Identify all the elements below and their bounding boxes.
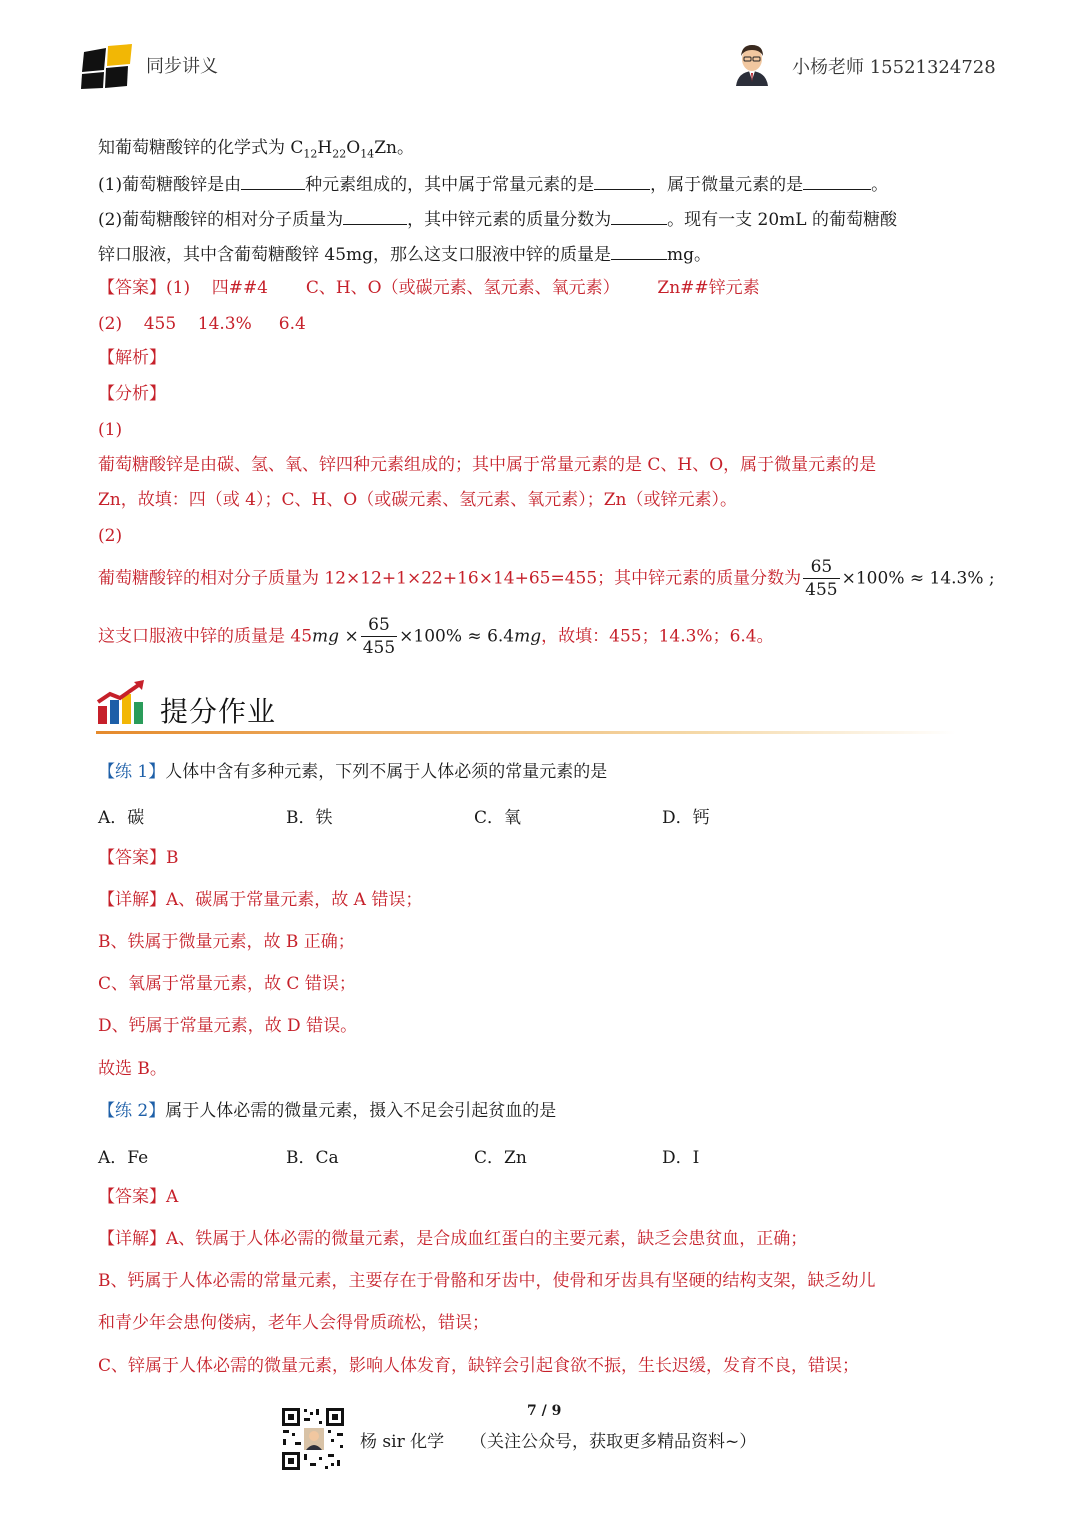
ex1-conclusion: 故选 B。 bbox=[98, 1059, 167, 1079]
analysis-part1-line1: 葡萄糖酸锌是由碳、氢、氧、锌四种元素组成的；其中属于常量元素的是 C、H、O，属于微量元素的是 bbox=[98, 455, 877, 475]
ex1-question: 【练 1】人体中含有多种元素，下列不属于人体必须的常量元素的是 bbox=[98, 762, 608, 782]
ex1-detail-1: 【详解】A、碳属于常量元素，故 A 错误； bbox=[98, 890, 423, 910]
ex1-answer: 【答案】B bbox=[98, 848, 179, 868]
question-2-cont: 锌口服液，其中含葡萄糖酸锌 45mg，那么这支口服液中锌的质量是 mg。 bbox=[98, 241, 711, 267]
ex1-option-a: A．碳 bbox=[98, 808, 145, 828]
ex1-detail-2: B、铁属于微量元素，故 B 正确； bbox=[98, 932, 355, 952]
ex2-question: 【练 2】属于人体必需的微量元素，摄入不足会引起贫血的是 bbox=[98, 1101, 557, 1121]
fraction-2: $\frac{65}{455}$ bbox=[362, 615, 396, 658]
ex1-detail-3: C、氧属于常量元素，故 C 错误； bbox=[98, 974, 356, 994]
answer-1: 【答案】(1) 四##4 C、H、O（或碳元素、氢元素、氧元素） Zn##锌元素 bbox=[98, 278, 760, 298]
footer-channel: 杨 sir 化学 bbox=[360, 1432, 445, 1452]
ex2-detail-1: 【详解】A、铁属于人体必需的微量元素，是合成血红蛋白的主要元素，缺乏会患贫血，正确； bbox=[98, 1229, 808, 1249]
ex2-option-a: A．Fe bbox=[98, 1148, 149, 1168]
ex1-detail-4: D、钙属于常量元素，故 D 错误。 bbox=[98, 1016, 358, 1036]
analysis-part2-label: (2) bbox=[98, 526, 123, 546]
fenxi-label: 【分析】 bbox=[98, 384, 166, 404]
intro-formula: 知葡萄糖酸锌的化学式为 $C_{12}H_{22}O_{14}Zn$。 bbox=[98, 138, 414, 161]
teacher-avatar bbox=[730, 40, 774, 86]
qr-code[interactable] bbox=[280, 1406, 346, 1472]
analysis-part1-label: (1) bbox=[98, 420, 123, 440]
ex1-option-b: B．铁 bbox=[286, 808, 333, 828]
footer-note: （关注公众号，获取更多精品资料~） bbox=[470, 1432, 757, 1452]
jiexi-label: 【解析】 bbox=[98, 348, 166, 368]
ex2-detail-2a: B、钙属于人体必需的常量元素，主要存在于骨骼和牙齿中，使骨和牙齿具有坚硬的结构支架，缺乏幼儿 bbox=[98, 1271, 876, 1291]
question-2: (2)葡萄糖酸锌的相对分子质量为 ，其中锌元素的质量分数为 。现有一支 20mL 的葡萄糖酸 bbox=[98, 206, 897, 232]
analysis-part2-line1: 葡萄糖酸锌的相对分子质量为 12×12+1×22+16×14+65=455；其中锌元素的质量分数为 $\frac{65}{455}$ ×100% ≈ 14.3% ; bbox=[98, 557, 995, 600]
analysis-part1-line2: Zn，故填：四（或 4）；C、H、O（或碳元素、氢元素、氧元素）；Zn（或锌元素）。 bbox=[98, 490, 738, 510]
chart-growth-icon bbox=[96, 680, 146, 726]
ex1-option-d: D．钙 bbox=[662, 808, 710, 828]
teacher-contact: 小杨老师 15521324728 bbox=[792, 57, 996, 78]
answer-2: (2) 455 14.3% 6.4 bbox=[98, 314, 306, 334]
page-number: 7 / 9 bbox=[527, 1403, 562, 1419]
ex2-detail-3: C、锌属于人体必需的微量元素，影响人体发育，缺锌会引起食欲不振，生长迟缓，发育不良，错误； bbox=[98, 1356, 860, 1376]
ex2-detail-2b: 和青少年会患佝偻病，老年人会得骨质疏松，错误； bbox=[98, 1313, 489, 1333]
analysis-part2-line2: 这支口服液中锌的质量是 45mg × $\frac{65}{455}$ ×100% ≈ 6.4mg，故填：455；14.3%；6.4。 bbox=[98, 615, 774, 658]
brand-logo bbox=[80, 44, 136, 90]
question-1: (1)葡萄糖酸锌是由 种元素组成的，其中属于常量元素的是 ，属于微量元素的是 。 bbox=[98, 171, 888, 197]
ex2-option-c: C．Zn bbox=[474, 1148, 527, 1168]
ex2-answer: 【答案】A bbox=[98, 1187, 179, 1207]
header-title: 同步讲义 bbox=[146, 56, 218, 77]
section-title: 提分作业 bbox=[160, 695, 277, 728]
ex2-option-b: B．Ca bbox=[286, 1148, 339, 1168]
fraction: $\frac{65}{455}$ bbox=[805, 557, 838, 600]
ex2-option-d: D．I bbox=[662, 1148, 700, 1168]
ex1-option-c: C．氧 bbox=[474, 808, 522, 828]
section-divider bbox=[96, 731, 956, 734]
